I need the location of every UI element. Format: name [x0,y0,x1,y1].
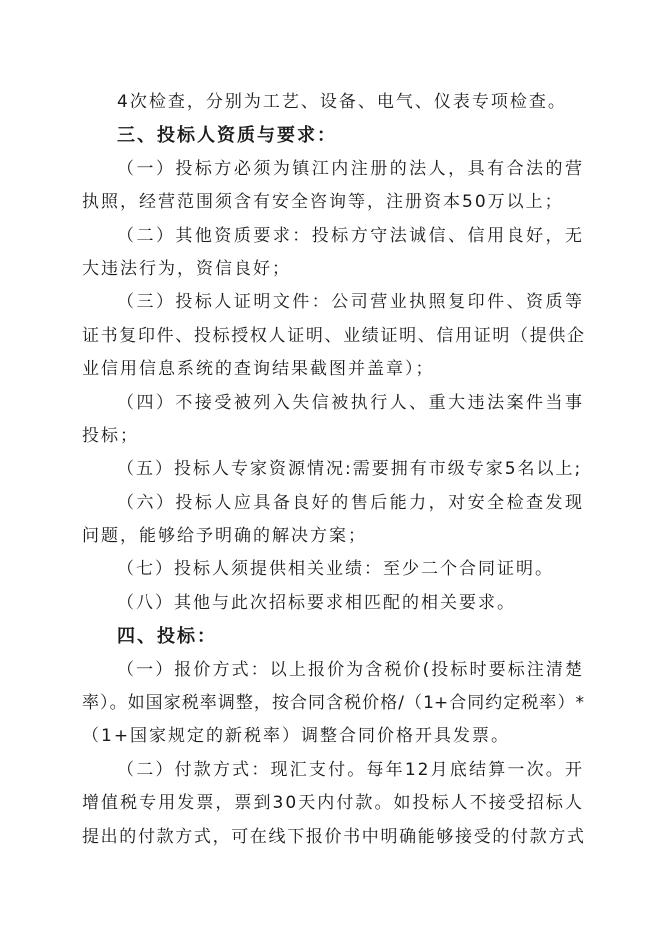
paragraph-line: （二）付款方式：现汇支付。每年12月底结算一次。开 [117,759,584,780]
paragraph-line: （1+国家规定的新税率）调整合同价格开具发票。 [82,726,511,747]
paragraph-line: 证书复印件、投标授权人证明、业绩证明、信用证明（提供企 [82,325,584,346]
paragraph-line: 增值税专用发票，票到30天内付款。如投标人不接受招标人 [82,793,584,814]
paragraph-line: 率）。如国家税率调整，按合同含税价格/（1+合同约定税率）* [82,693,584,714]
paragraph-line: （七）投标人须提供相关业绩：至少二个合同证明。 [117,559,554,580]
paragraph-line: （六）投标人应具备良好的售后能力，对安全检查发现 [117,492,584,513]
section-heading-bidding: 四、投标： [117,626,217,648]
section-heading-qualifications: 三、投标人资质与要求： [117,125,337,147]
document-page [82,86,584,854]
paragraph-line: 业信用信息系统的查询结果截图并盖章）； [82,359,435,380]
paragraph-line: （三）投标人证明文件：公司营业执照复印件、资质等 [117,292,584,313]
paragraph-line: 问题，能够给予明确的解决方案； [82,526,367,547]
paragraph-line: （一）报价方式：以上报价为含税价(投标时要标注清楚 [117,659,584,680]
paragraph-line: 4次检查，分别为工艺、设备、电气、仪表专项检查。 [117,92,567,112]
paragraph-line: 大违法行为，资信良好； [82,258,291,279]
paragraph-line: 投标； [82,425,139,446]
paragraph-line: （四）不接受被列入失信被执行人、重大违法案件当事 [117,392,584,413]
paragraph-line: （一）投标方必须为镇江内注册的法人，具有合法的营 [117,158,584,179]
paragraph-line: 执照，经营范围须含有安全咨询等，注册资本50万以上； [82,192,564,213]
paragraph-line: （八）其他与此次招标要求相匹配的相关要求。 [117,592,516,613]
paragraph-line: （五）投标人专家资源情况:需要拥有市级专家5名以上; [117,459,583,480]
paragraph-line: 提出的付款方式，可在线下报价书中明确能够接受的付款方式 [82,826,584,847]
paragraph-line: （二）其他资质要求：投标方守法诚信、信用良好，无 [117,225,584,246]
